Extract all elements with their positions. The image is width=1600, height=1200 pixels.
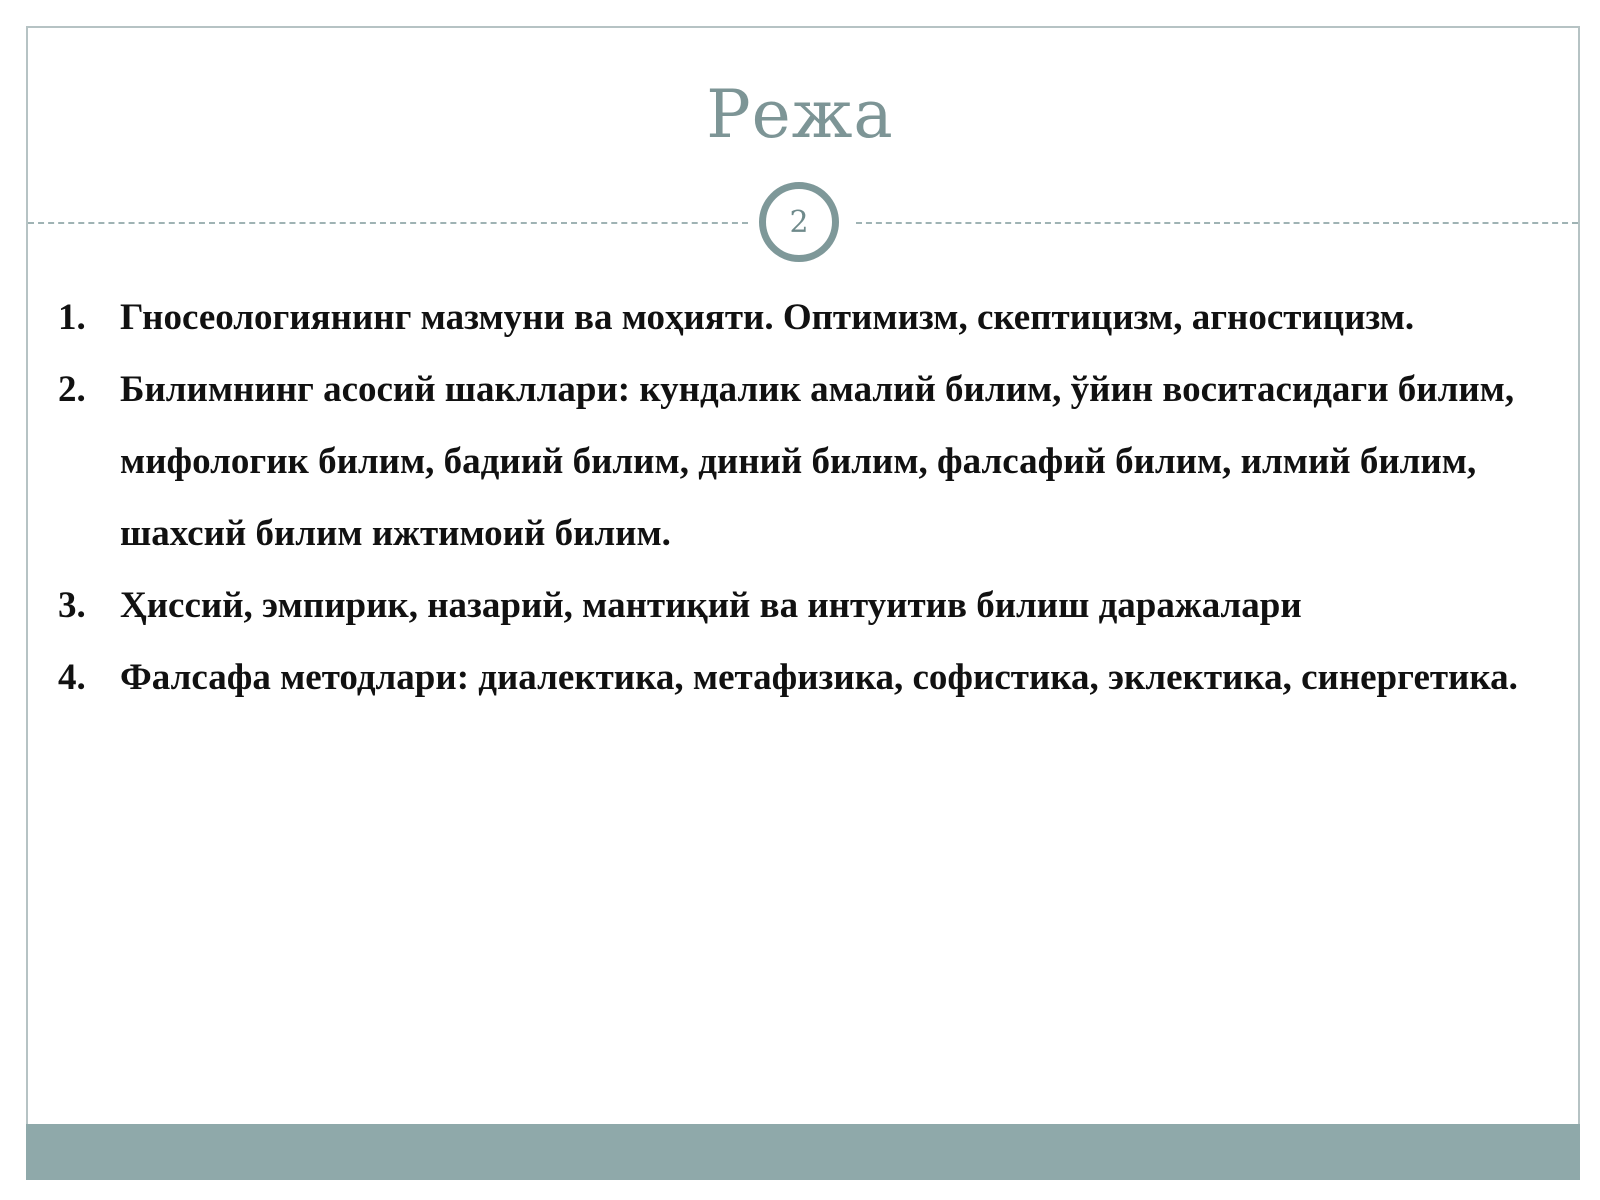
title-divider-left xyxy=(28,222,748,224)
list-item-text: Билимнинг асосий шакллари: кундалик амалий билим, ўйин воситасидаги билим, мифологик билим, бадиий билим, диний билим, фалсафий билим, илмий билим, шахсий билим ижтимоий билим. xyxy=(120,369,1515,554)
list-item-text: Фалсафа методлари: диалектика, метафизика, софистика, эклектика, синергетика. xyxy=(120,657,1518,698)
slide-title: Режа xyxy=(706,76,894,153)
list-item-text: Гносеологиянинг мазмуни ва моҳияти. Оптимизм, скептицизм, агностицизм. xyxy=(120,297,1415,338)
slide-number: 2 xyxy=(789,204,809,240)
title-divider-right xyxy=(856,222,1578,224)
slide-number-badge xyxy=(759,182,839,262)
list-item-text: Ҳиссий, эмпирик, назарий, мантиқий ва интуитив билиш даражалари xyxy=(120,585,1302,626)
list-item xyxy=(58,354,1578,570)
list-item-number: 4. xyxy=(58,657,86,698)
list-item-number: 1. xyxy=(58,297,86,338)
list-item xyxy=(58,282,1578,354)
footer-bar xyxy=(26,1124,1580,1180)
list-item-number: 3. xyxy=(58,585,86,626)
list-item xyxy=(58,570,1578,642)
plan-list xyxy=(58,282,1578,714)
list-item-number: 2. xyxy=(58,369,86,410)
list-item xyxy=(58,642,1578,714)
